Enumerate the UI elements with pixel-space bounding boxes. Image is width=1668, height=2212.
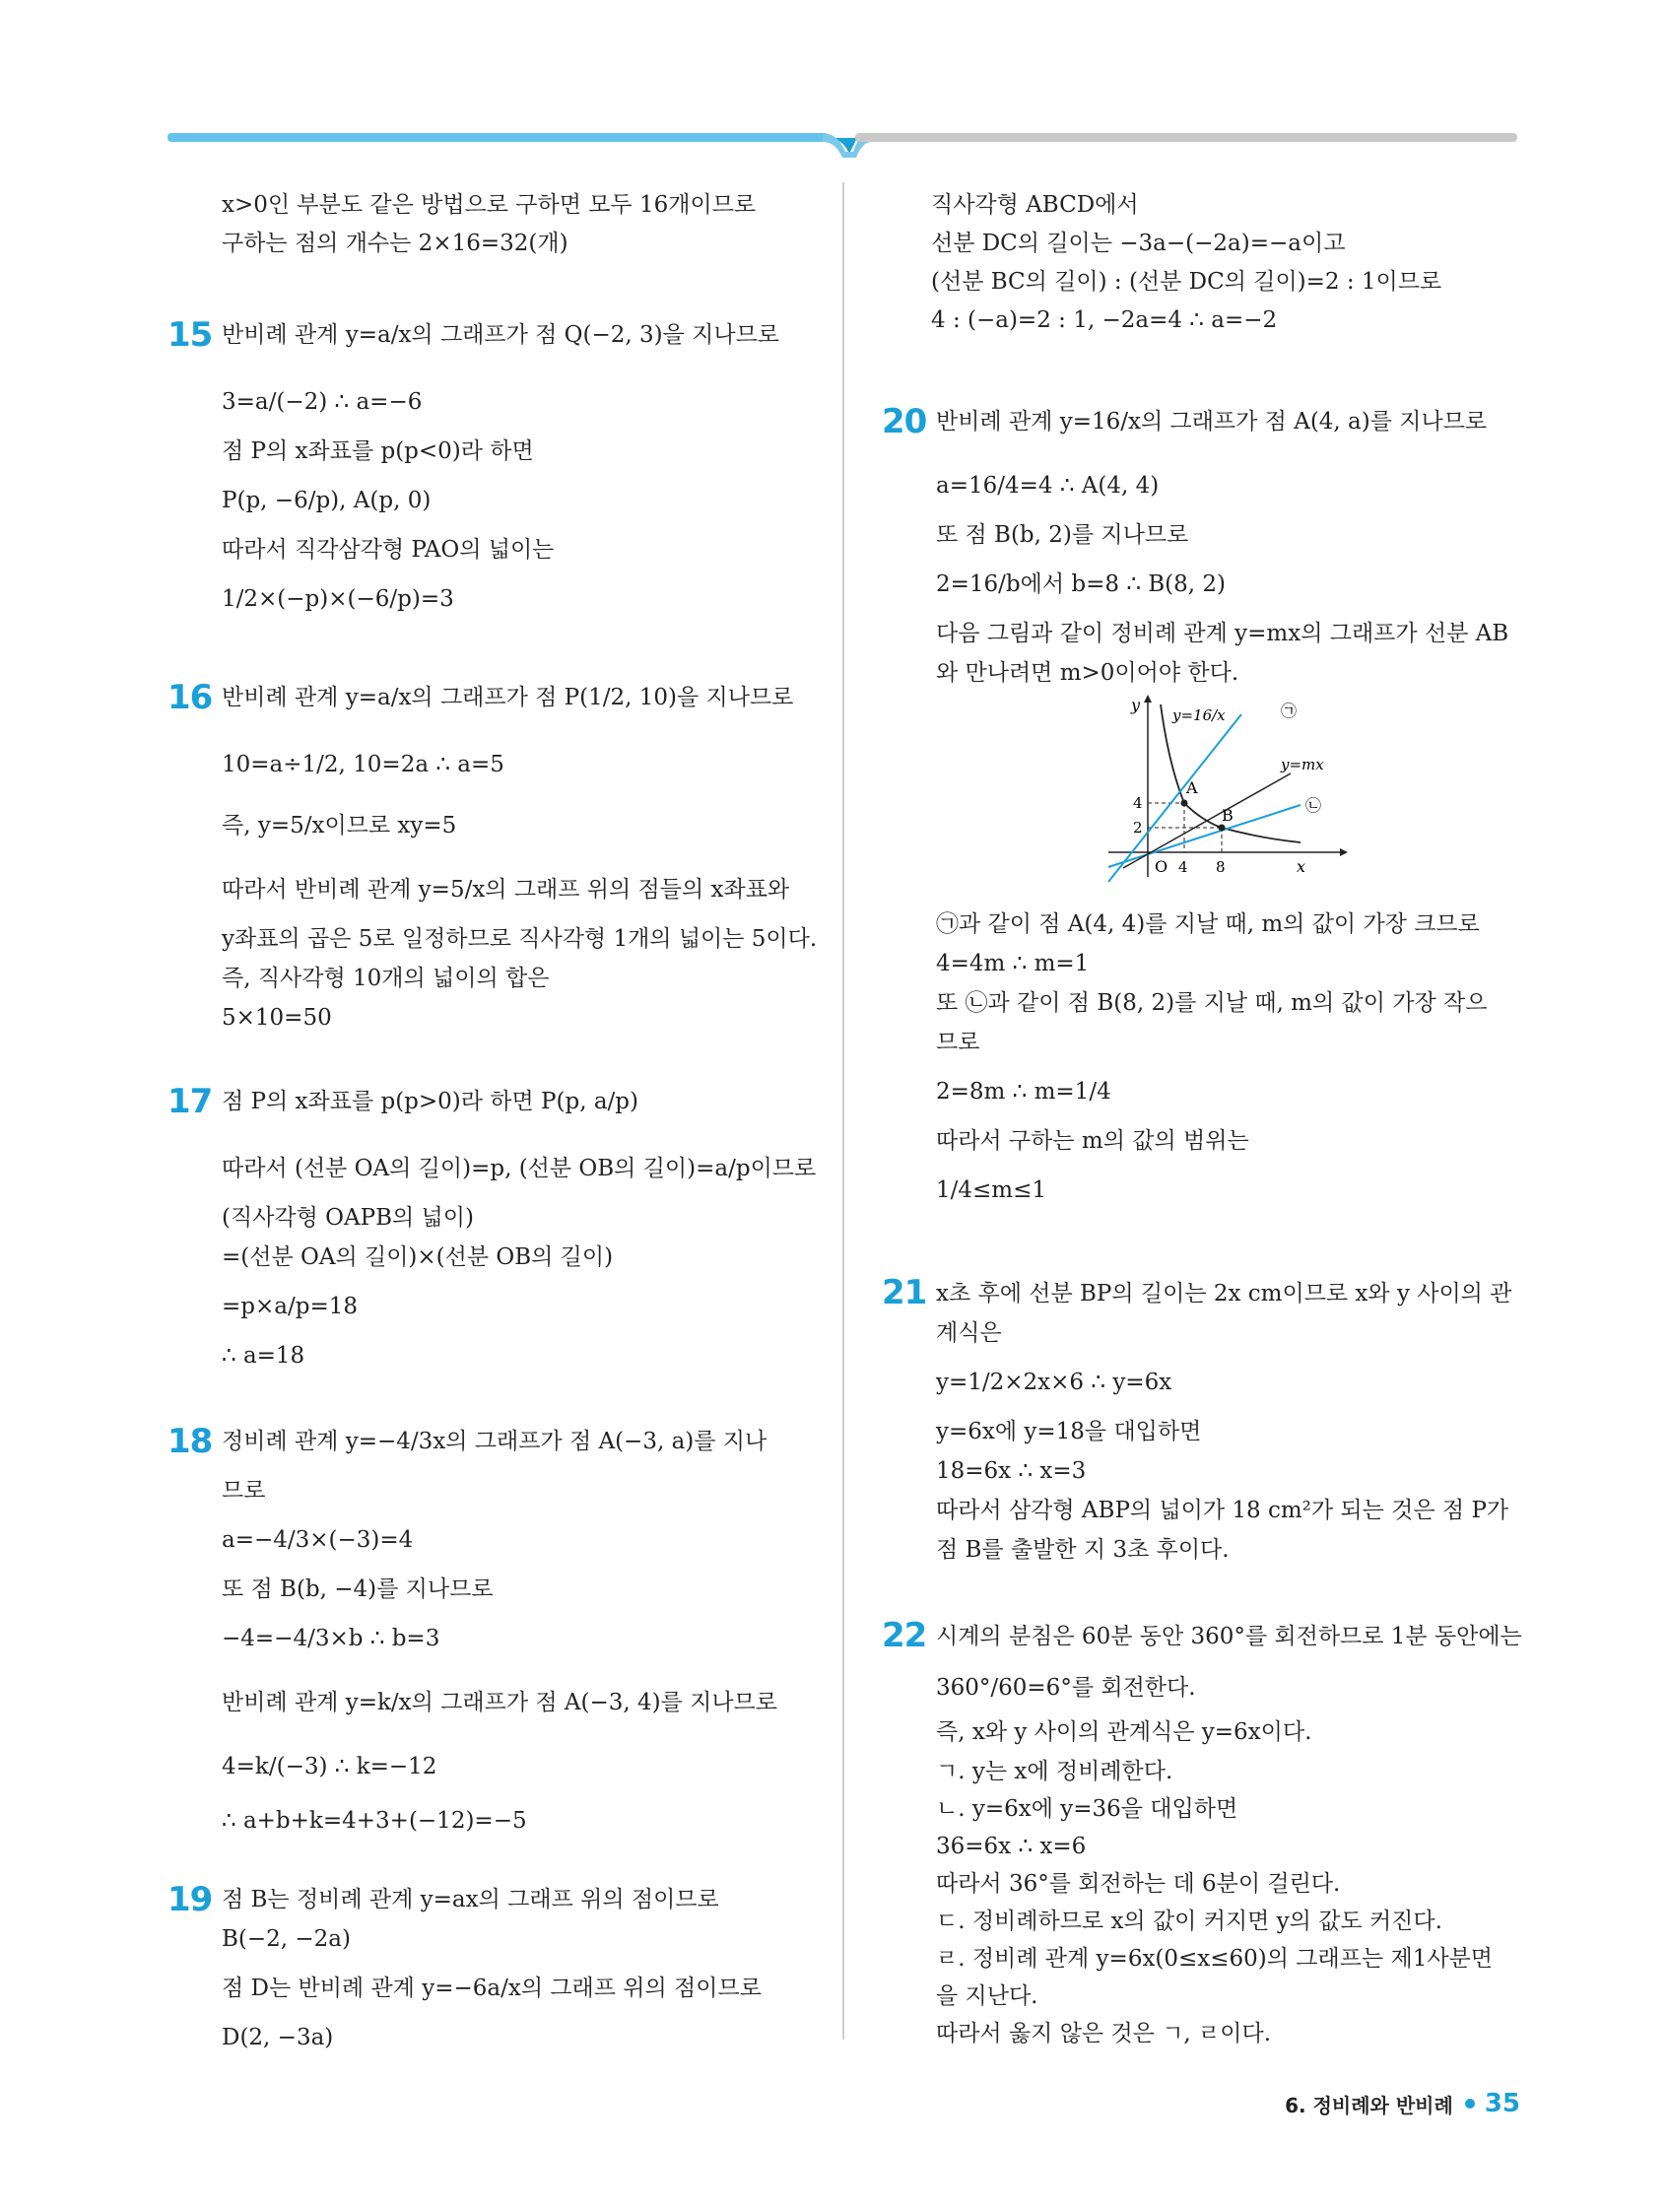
text-line: 반비례 관계 y=a/x의 그래프가 점 Q(−2, 3)을 지나므로: [222, 322, 780, 348]
text-line: 직사각형 ABCD에서: [931, 192, 1139, 218]
graph-y-mx: [1103, 695, 1350, 882]
text-line: 4=4m ∴ m=1: [936, 951, 1090, 976]
text-line: ㉠과 같이 점 A(4, 4)를 지날 때, m의 값이 가장 크므로: [936, 911, 1480, 937]
text-line: ∴ a=18: [222, 1343, 305, 1369]
problem-number: 19: [167, 1880, 213, 1919]
bullet-dot-icon: [1465, 2099, 1475, 2109]
text-line: 즉, y=5/x이므로 xy=5: [222, 813, 457, 838]
text-line: (선분 BC의 길이) : (선분 DC의 길이)=2 : 1이므로: [931, 269, 1442, 295]
text-line: 계식은: [936, 1320, 1002, 1346]
column-divider: [842, 182, 844, 2040]
text-line: 다음 그림과 같이 정비례 관계 y=mx의 그래프가 선분 AB: [936, 621, 1509, 646]
problem-number: 22: [882, 1616, 927, 1655]
text-line: 또 점 B(b, −4)를 지나므로: [222, 1576, 494, 1602]
text-line: 정비례 관계 y=−4/3x의 그래프가 점 A(−3, a)를 지나: [222, 1429, 767, 1454]
text-line: y=1/2×2x×6 ∴ y=6x: [936, 1370, 1172, 1395]
text-line: 즉, x와 y 사이의 관계식은 y=6x이다.: [936, 1719, 1312, 1745]
text-line: 1/4≤m≤1: [936, 1177, 1047, 1203]
text-line: 18=6x ∴ x=3: [936, 1458, 1087, 1484]
text-line: 36=6x ∴ x=6: [936, 1834, 1087, 1859]
text-line: 3=a/(−2) ∴ a=−6: [222, 389, 423, 415]
text-line: 따라서 삼각형 ABP의 넓이가 18 cm²가 되는 것은 점 P가: [936, 1498, 1509, 1523]
text-line: 반비례 관계 y=a/x의 그래프가 점 P(1/2, 10)을 지나므로: [222, 685, 794, 710]
mark-1-label: ㉠: [1281, 702, 1298, 720]
x-axis-arrow: [1340, 848, 1348, 856]
text-line: y=6x에 y=18을 대입하면: [936, 1419, 1202, 1444]
point-a-label: A: [1186, 778, 1198, 797]
point-b-label: B: [1222, 806, 1234, 825]
text-line: 점 B를 출발한 지 3초 후이다.: [936, 1537, 1230, 1563]
text-line: ㄷ. 정비례하므로 x의 값이 커지면 y의 값도 커진다.: [936, 1909, 1442, 1934]
text-line: 따라서 36°를 회전하는 데 6분이 걸린다.: [936, 1871, 1341, 1897]
text-line: 10=a÷1/2, 10=2a ∴ a=5: [222, 752, 504, 777]
tick-x-8: 8: [1216, 858, 1226, 876]
problem-number: 18: [167, 1422, 213, 1461]
point-a: [1181, 800, 1188, 807]
tick-y-2: 2: [1133, 819, 1143, 837]
text-line: 1/2×(−p)×(−6/p)=3: [222, 586, 454, 612]
text-line: 360°/60=6°를 회전한다.: [936, 1675, 1196, 1701]
curve-label: y=16/x: [1172, 706, 1226, 724]
text-line: 따라서 옳지 않은 것은 ㄱ, ㄹ이다.: [936, 2021, 1272, 2046]
text-line: y좌표의 곱은 5로 일정하므로 직사각형 1개의 넓이는 5이다.: [222, 926, 818, 952]
text-line: 따라서 직각삼각형 PAO의 넓이는: [222, 537, 555, 563]
section-title: 6. 정비례와 반비례: [1285, 2093, 1453, 2117]
text-line: ㄱ. y는 x에 정비례한다.: [936, 1759, 1173, 1784]
header-bar: [0, 128, 1668, 158]
text-line: 5×10=50: [222, 1005, 332, 1031]
text-line: 와 만나려면 m>0이어야 한다.: [936, 660, 1239, 686]
text-line: 선분 DC의 길이는 −3a−(−2a)=−a이고: [931, 231, 1346, 256]
y-axis-label: y: [1131, 696, 1141, 714]
text-line: 또 점 B(b, 2)를 지나므로: [936, 522, 1189, 548]
text-line: 시계의 분침은 60분 동안 360°를 회전하므로 1분 동안에는: [936, 1624, 1522, 1649]
origin-label: O: [1155, 857, 1168, 876]
tick-y-4: 4: [1133, 794, 1143, 812]
text-line: ㄹ. 정비례 관계 y=6x(0≤x≤60)의 그래프는 제1사분면: [936, 1946, 1493, 1972]
problem-number: 21: [882, 1273, 927, 1312]
mark-2-label: ㉡: [1305, 796, 1322, 815]
text-line: ㄴ. y=6x에 y=36을 대입하면: [936, 1796, 1238, 1822]
text-line: 따라서 (선분 OA의 길이)=p, (선분 OB의 길이)=a/p이므로: [222, 1156, 817, 1181]
line-label: y=mx: [1281, 756, 1324, 773]
text-line: a=−4/3×(−3)=4: [222, 1527, 414, 1553]
text-line: a=16/4=4 ∴ A(4, 4): [936, 473, 1160, 499]
problem-number: 15: [167, 315, 213, 355]
text-line: D(2, −3a): [222, 2025, 334, 2050]
point-b: [1219, 825, 1226, 832]
text-line: 구하는 점의 개수는 2×16=32(개): [222, 231, 568, 256]
text-line: 4 : (−a)=2 : 1, −2a=4 ∴ a=−2: [931, 307, 1278, 333]
text-line: 점 B는 정비례 관계 y=ax의 그래프 위의 점이므로: [222, 1887, 719, 1912]
text-line: 즉, 직사각형 10개의 넓이의 합은: [222, 966, 550, 991]
y-axis-arrow: [1144, 695, 1152, 703]
text-line: 또 ㉡과 같이 점 B(8, 2)를 지날 때, m의 값이 가장 작으: [936, 990, 1488, 1016]
text-line: x>0인 부분도 같은 방법으로 구하면 모두 16개이므로: [222, 192, 757, 218]
problem-number: 20: [882, 402, 927, 441]
text-line: x초 후에 선분 BP의 길이는 2x cm이므로 x와 y 사이의 관: [936, 1281, 1512, 1307]
text-line: 따라서 구하는 m의 값의 범위는: [936, 1128, 1249, 1154]
text-line: =(선분 OA의 길이)×(선분 OB의 길이): [222, 1244, 614, 1270]
text-line: B(−2, −2a): [222, 1926, 351, 1952]
text-line: P(p, −6/p), A(p, 0): [222, 488, 432, 513]
text-line: 점 D는 반비례 관계 y=−6a/x의 그래프 위의 점이므로: [222, 1976, 762, 2001]
text-line: 반비례 관계 y=16/x의 그래프가 점 A(4, a)를 지나므로: [936, 409, 1488, 435]
text-line: ∴ a+b+k=4+3+(−12)=−5: [222, 1808, 527, 1834]
text-line: 2=16/b에서 b=8 ∴ B(8, 2): [936, 571, 1227, 597]
page-number: 35: [1484, 2089, 1520, 2118]
text-line: 점 P의 x좌표를 p(p>0)라 하면 P(p, a/p): [222, 1089, 638, 1114]
text-line: 므로: [936, 1030, 980, 1055]
text-line: 2=8m ∴ m=1/4: [936, 1079, 1111, 1105]
text-line: 4=k/(−3) ∴ k=−12: [222, 1754, 437, 1779]
page-footer: [1285, 2089, 1520, 2118]
problem-number: 16: [167, 678, 213, 717]
text-line: 점 P의 x좌표를 p(p<0)라 하면: [222, 438, 534, 464]
text-line: 을 지난다.: [936, 1983, 1038, 2009]
text-line: −4=−4/3×b ∴ b=3: [222, 1626, 440, 1651]
text-line: (직사각형 OAPB의 넓이): [222, 1205, 474, 1231]
line-1: [1108, 714, 1241, 882]
text-line: 므로: [222, 1478, 266, 1504]
x-axis-label: x: [1297, 857, 1306, 876]
tick-x-4: 4: [1178, 858, 1188, 876]
problem-number: 17: [167, 1082, 213, 1121]
text-line: =p×a/p=18: [222, 1294, 358, 1319]
text-line: 따라서 반비례 관계 y=5/x의 그래프 위의 점들의 x좌표와: [222, 877, 790, 903]
text-line: 반비례 관계 y=k/x의 그래프가 점 A(−3, 4)를 지나므로: [222, 1690, 777, 1715]
